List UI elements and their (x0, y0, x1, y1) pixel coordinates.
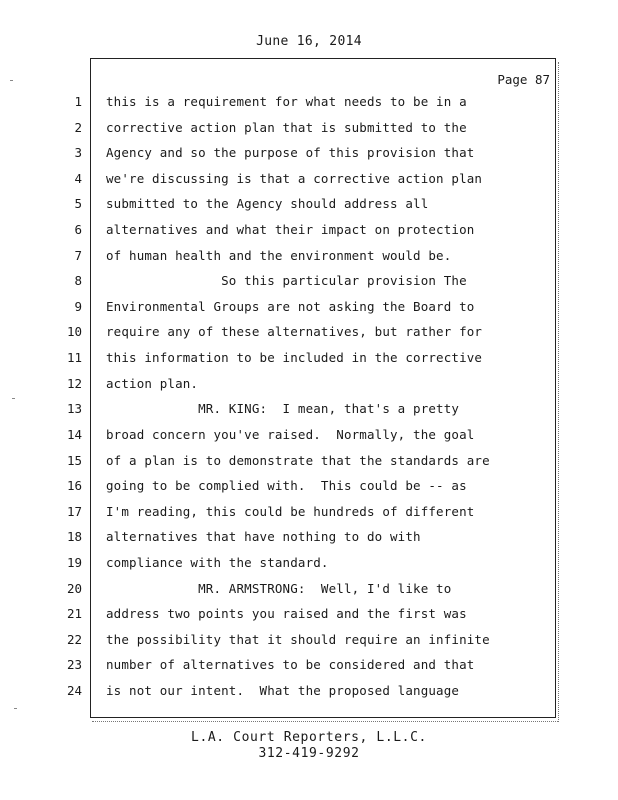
line-text: number of alternatives to be considered and that (106, 657, 475, 672)
line-number: 12 (66, 376, 82, 391)
line-number: 7 (74, 248, 82, 263)
line-number: 5 (74, 196, 82, 211)
scan-speck (14, 708, 17, 709)
line-text: of a plan is to demonstrate that the standards are (106, 453, 490, 468)
line-number: 24 (66, 683, 82, 698)
line-text: is not our intent. What the proposed language (106, 683, 460, 698)
line-number: 14 (66, 427, 82, 442)
line-number: 11 (66, 350, 82, 365)
line-text: we're discussing is that a corrective action plan (106, 171, 483, 186)
line-number: 22 (66, 632, 82, 647)
header-date: June 16, 2014 (256, 34, 362, 49)
line-text: broad concern you've raised. Normally, the goal (106, 427, 475, 442)
line-number: 2 (74, 120, 82, 135)
line-text: alternatives and what their impact on protection (106, 222, 475, 237)
line-number: 19 (66, 555, 82, 570)
scan-speck (10, 80, 13, 81)
scan-speck (12, 398, 15, 399)
line-number: 13 (66, 401, 82, 416)
line-text: action plan. (106, 376, 199, 391)
line-number: 15 (66, 453, 82, 468)
line-number: 20 (66, 581, 82, 596)
line-number: 18 (66, 529, 82, 544)
line-text: So this particular provision The (106, 273, 467, 288)
line-text: MR. ARMSTRONG: Well, I'd like to (106, 581, 452, 596)
line-text: alternatives that have nothing to do with (106, 529, 421, 544)
line-text: MR. KING: I mean, that's a pretty (106, 401, 460, 416)
line-text: Environmental Groups are not asking the Board to (106, 299, 475, 314)
line-text: I'm reading, this could be hundreds of different (106, 504, 475, 519)
line-text: Agency and so the purpose of this provision that (106, 145, 475, 160)
footer-phone: 312-419-9292 (258, 746, 360, 761)
frame-rule-right (558, 62, 559, 722)
line-number: 3 (74, 145, 82, 160)
line-number: 17 (66, 504, 82, 519)
frame-rule-bottom (92, 721, 558, 722)
line-number: 4 (74, 171, 82, 186)
line-text: the possibility that it should require an infinite (106, 632, 490, 647)
line-number: 16 (66, 478, 82, 493)
line-number: 21 (66, 606, 82, 621)
line-number: 10 (66, 324, 82, 339)
page-number: Page 87 (497, 72, 550, 87)
line-number: 1 (74, 94, 82, 109)
line-number: 9 (74, 299, 82, 314)
line-text: submitted to the Agency should address all (106, 196, 429, 211)
footer-company: L.A. Court Reporters, L.L.C. (191, 730, 427, 745)
line-text: this information to be included in the corrective (106, 350, 483, 365)
line-number: 23 (66, 657, 82, 672)
line-number: 8 (74, 273, 82, 288)
line-text: compliance with the standard. (106, 555, 329, 570)
line-text: require any of these alternatives, but rather for (106, 324, 483, 339)
line-text: this is a requirement for what needs to be in a (106, 94, 467, 109)
line-text: address two points you raised and the first was (106, 606, 467, 621)
line-text: of human health and the environment would be. (106, 248, 452, 263)
line-text: corrective action plan that is submitted to the (106, 120, 467, 135)
line-number: 6 (74, 222, 82, 237)
line-text: going to be complied with. This could be -- as (106, 478, 467, 493)
